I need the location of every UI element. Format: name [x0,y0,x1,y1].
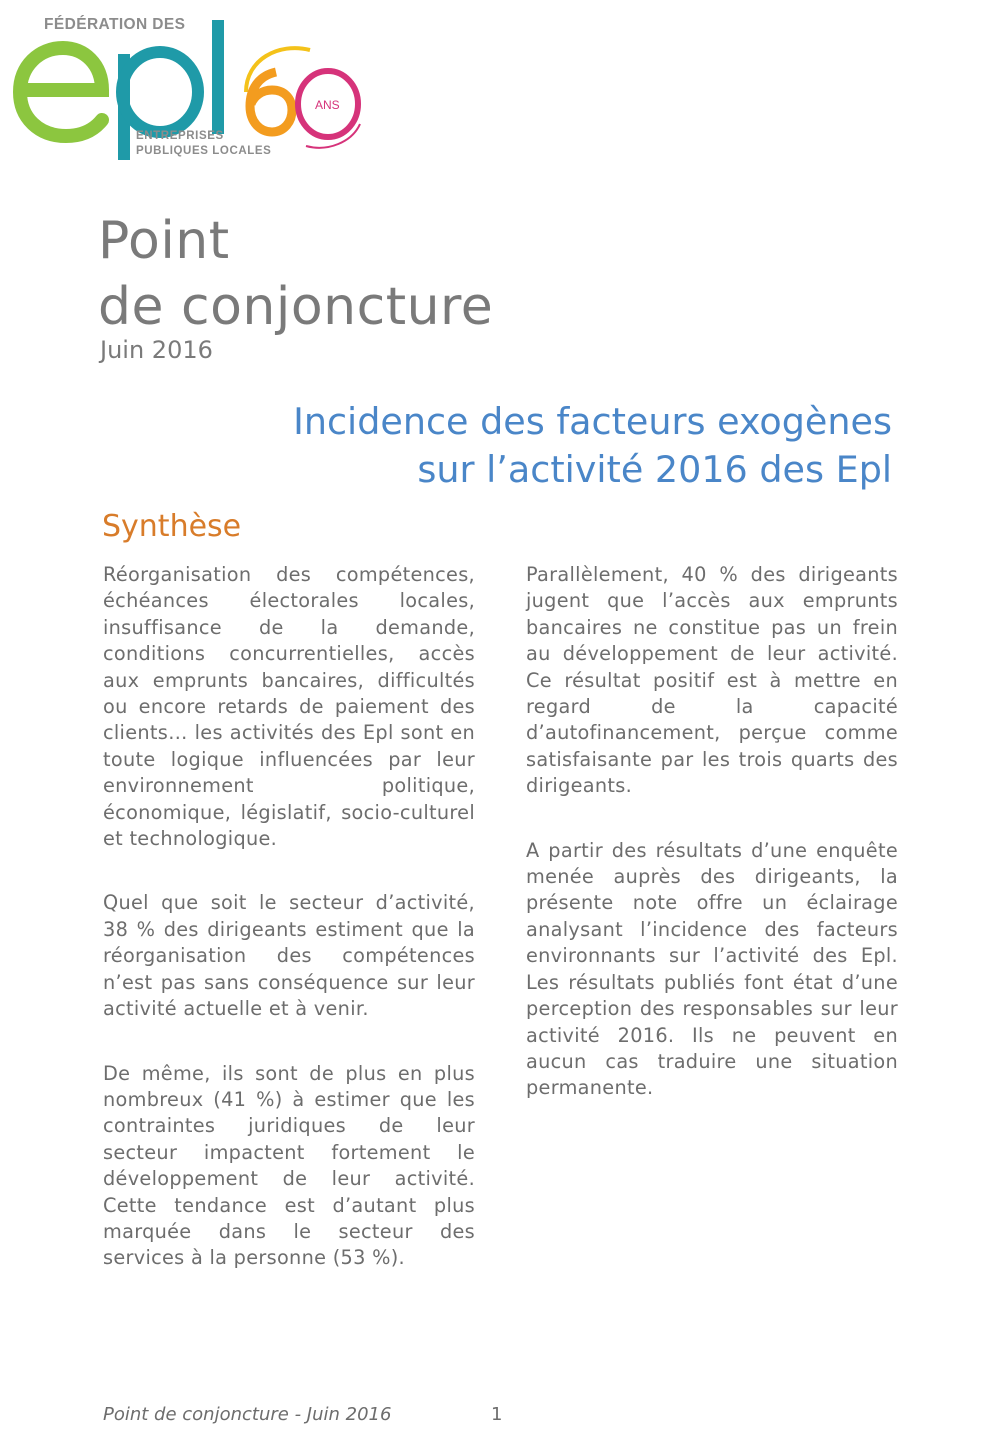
subtitle-line1: Incidence des facteurs exogènes [293,400,892,443]
paragraph: Réorganisation des compétences, échéances électorales locales, insuffisance de la demande, conditions concurrentielles, accès aux emprunts bancaires, difficultés ou encore retards de paiement des clients… les activités des Epl sont en toute logique influencées par leur environnement politique, économique, législatif, socio-culturel et technologique. [103,563,475,851]
federation-epl-logo [10,12,370,162]
section-heading-synthese: Synthèse [102,509,242,544]
report-subtitle [293,398,892,494]
paragraph: Parallèlement, 40 % des dirigeants jugent que l’accès aux emprunts bancaires ne constitue pas un frein au développement de leur activité. Ce résultat positif est à mettre en regard de la capacité d’autofinancement, perçue comme satisfaisante par les trois quarts des dirigeants. [526,563,898,798]
title-line2: de conjoncture [98,277,494,337]
paragraph: Quel que soit le secteur d’activité, 38 % des dirigeants estiment que la réorganisation des compétences n’est pas sans conséquence sur leur activité actuelle et à venir. [103,891,475,1021]
title-line1: Point [98,211,230,271]
page-title [98,208,493,340]
logo-ans-text: ANS [315,98,340,112]
logo-subtitle-line2: PUBLIQUES LOCALES [136,145,272,157]
logo-federation-text: FÉDÉRATION DES [44,16,186,33]
page-number: 1 [491,1404,503,1425]
right-column [526,562,898,1140]
paragraph: De même, ils sont de plus en plus nombreux (41 %) à estimer que les contraintes juridiques de leur secteur impactent fortement le développement de leur activité. Cette tendance est d’autant plus marquée dans le secteur des services à la personne (53 %). [103,1061,475,1270]
paragraph: A partir des résultats d’une enquête menée auprès des dirigeants, la présente note offre un éclairage analysant l’incidence des facteurs environnants sur l’activité des Epl. Les résultats publiés font état d’une perception des responsables sur leur activité 2016. Ils ne peuvent en aucun cas traduire une situation permanente. [526,838,898,1100]
left-column [103,562,475,1310]
footer-text: Point de conjoncture - Juin 2016 [103,1404,392,1425]
logo-subtitle-line1: ENTREPRISES [136,130,224,142]
subtitle-line2: sur l’activité 2016 des Epl [417,448,892,491]
publication-date: Juin 2016 [100,336,213,364]
